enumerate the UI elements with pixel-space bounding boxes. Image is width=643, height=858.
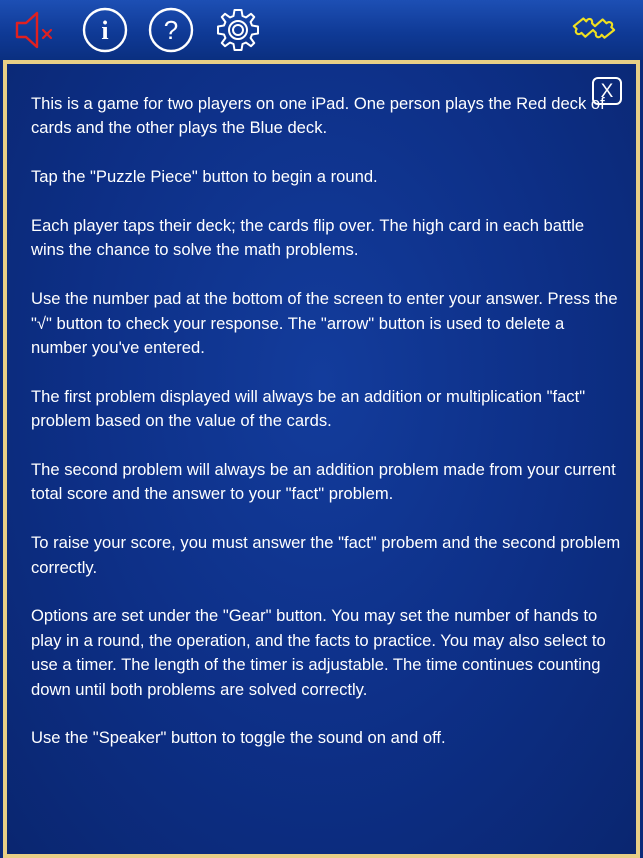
puzzle-piece-icon [568, 6, 618, 54]
help-glyph: ? [163, 15, 179, 45]
paragraph-intro: This is a game for two players on one iPad. One person plays the Red deck of cards and the other plays the Blue deck. [31, 94, 605, 138]
help-icon [147, 6, 195, 54]
speaker-button[interactable] [8, 5, 58, 55]
gear-icon [213, 5, 263, 55]
instructions-text [31, 92, 621, 775]
gear-button[interactable] [213, 5, 263, 55]
paragraph-start: Tap the "Puzzle Piece" button to begin a round. [31, 167, 378, 187]
paragraph-number-pad: Use the number pad at the bottom of the screen to enter your answer. Press the "√" button to check your response. The "arrow" button is used to delete a number you've entered. [31, 289, 618, 358]
paragraph-score: To raise your score, you must answer the "fact" probem and the second problem correctly. [31, 533, 621, 577]
paragraph-speaker: Use the "Speaker" button to toggle the sound on and off. [31, 728, 446, 748]
close-label: X [600, 80, 614, 102]
paragraph-second-problem: The second problem will always be an addition problem made from your current total score and the answer to your "fact" problem. [31, 460, 616, 504]
toolbar [0, 0, 643, 60]
info-icon [81, 6, 129, 54]
paragraph-first-problem: The first problem displayed will always be an addition or multiplication "fact" problem based on the value of the cards. [31, 386, 586, 431]
paragraph-deck: Each player taps their deck; the cards flip over. The high card in each battle wins the chance to solve the math problems. [31, 216, 585, 260]
speaker-muted-icon [9, 6, 57, 54]
info-button[interactable] [80, 5, 130, 55]
instructions-dialog [3, 60, 640, 858]
puzzle-piece-button[interactable] [568, 5, 618, 55]
info-glyph: i [101, 16, 109, 45]
help-button[interactable] [146, 5, 196, 55]
paragraph-options: Options are set under the "Gear" button. You may set the number of hands to play in a round, the operation, and the facts to practice. You may also select to use a timer. The length of the timer is adjustable. The time continues counting down until both problems are solved correctly. [31, 606, 606, 699]
